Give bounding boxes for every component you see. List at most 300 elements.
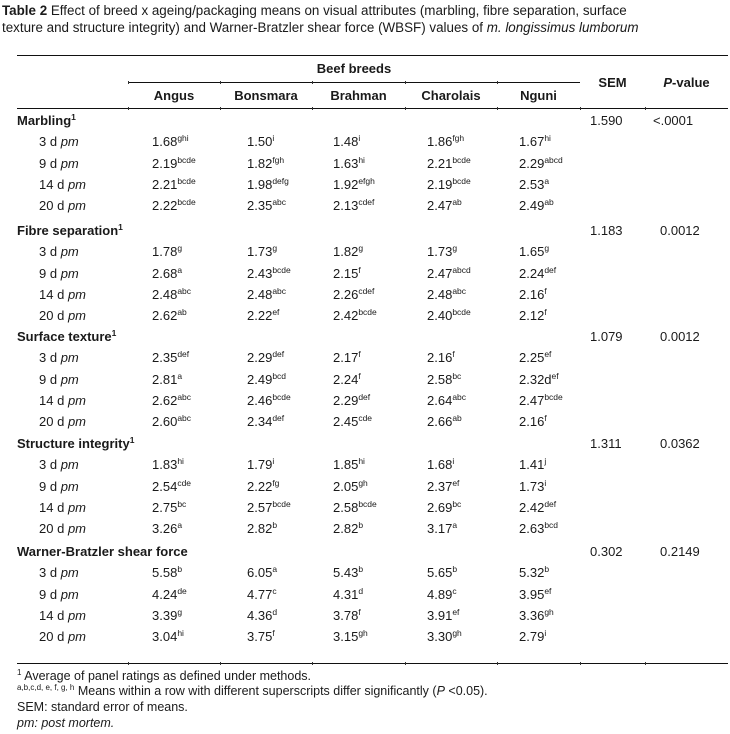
- significance-superscript: d: [358, 585, 364, 596]
- significance-superscript: c: [452, 585, 457, 596]
- value-cell-bonsmara: [247, 156, 284, 172]
- footnote-2: [17, 683, 488, 699]
- mean-value: 2.29: [247, 350, 273, 366]
- value-cell-bonsmara: [247, 414, 284, 430]
- mean-value: 2.26: [333, 286, 359, 302]
- row-day: 20 d: [39, 308, 65, 324]
- mean-value: 2.54: [152, 478, 178, 494]
- significance-superscript: abc: [177, 413, 192, 424]
- mean-value: 1.68: [427, 457, 453, 473]
- pvalue-header-rest: -value: [672, 75, 710, 90]
- mean-value: 1.78: [152, 244, 178, 260]
- mean-value: 2.47: [519, 392, 545, 408]
- row-label: [39, 393, 86, 409]
- significance-superscript: gh: [358, 477, 368, 488]
- row-unit: pm: [60, 478, 79, 494]
- mean-value: 2.24: [333, 371, 359, 387]
- caption-muscle-name: m. longissimus lumborum: [486, 20, 639, 35]
- value-cell-charolais: [427, 372, 461, 388]
- mean-value: 1.67: [519, 134, 545, 150]
- value-cell-angus: [152, 457, 184, 473]
- value-cell-angus: [152, 244, 182, 260]
- row-day: 20 d: [39, 414, 65, 430]
- column-tick: [497, 81, 498, 84]
- significance-superscript: i: [358, 133, 361, 144]
- header-bottom-rule: [17, 108, 728, 109]
- mean-value: 2.29: [519, 155, 545, 171]
- significance-superscript: a: [272, 564, 278, 575]
- value-cell-nguni: [519, 134, 551, 150]
- mean-value: 2.60: [152, 414, 178, 430]
- value-cell-charolais: [427, 350, 455, 366]
- mean-value: 3.78: [333, 607, 359, 623]
- value-cell-bonsmara: [247, 587, 277, 603]
- row-day: 3 d: [39, 565, 58, 581]
- mean-value: 2.17: [333, 350, 359, 366]
- value-cell-nguni: [519, 198, 554, 214]
- value-cell-brahman: [333, 177, 375, 193]
- value-cell-nguni: [519, 457, 546, 473]
- section-title-text: Fibre separation: [17, 223, 119, 238]
- row-label: [39, 565, 79, 581]
- mean-value: 3.04: [152, 629, 178, 645]
- mean-value: 1.50: [247, 134, 273, 150]
- value-cell-nguni: [519, 287, 547, 303]
- significance-superscript: b: [272, 520, 278, 531]
- footnote-4-text: : post mortem.: [34, 716, 115, 730]
- mean-value: 2.13: [333, 198, 359, 214]
- significance-superscript: g: [452, 243, 458, 254]
- value-cell-brahman: [333, 134, 360, 150]
- significance-superscript: abc: [452, 285, 467, 296]
- value-cell-bonsmara: [247, 266, 291, 282]
- value-cell-angus: [152, 521, 182, 537]
- significance-superscript: fgh: [452, 133, 465, 144]
- row-day: 3 d: [39, 457, 58, 473]
- row-label: [39, 500, 86, 516]
- pvalue-header-p: P: [663, 75, 673, 90]
- significance-superscript: abcd: [452, 264, 471, 275]
- mean-value: 5.58: [152, 565, 178, 581]
- significance-superscript: bcde: [177, 154, 196, 165]
- row-unit: pm: [60, 244, 79, 260]
- mean-value: 1.63: [333, 155, 359, 171]
- value-cell-bonsmara: [247, 244, 277, 260]
- pvalue: 0.0362: [660, 436, 700, 451]
- significance-superscript: cdef: [358, 285, 375, 296]
- section-title: [17, 544, 188, 560]
- value-cell-bonsmara: [247, 608, 277, 624]
- section-title-text: Surface texture: [17, 329, 112, 344]
- significance-superscript: ef: [272, 307, 280, 318]
- row-day: 14 d: [39, 392, 65, 408]
- row-unit: pm: [60, 457, 79, 473]
- significance-superscript: bc: [452, 498, 462, 509]
- mean-value: 1.73: [519, 478, 545, 494]
- footnote-1-marker: 1: [17, 668, 22, 677]
- significance-superscript: ef: [452, 606, 460, 617]
- mean-value: 3.75: [247, 629, 273, 645]
- mean-value: 1.65: [519, 244, 545, 260]
- mean-value: 2.62: [152, 392, 178, 408]
- significance-superscript: fgh: [272, 154, 285, 165]
- significance-superscript: bcde: [452, 154, 471, 165]
- mean-value: 2.64: [427, 392, 453, 408]
- significance-superscript: def: [177, 349, 190, 360]
- mean-value: 5.65: [427, 565, 453, 581]
- mean-value: 2.48: [427, 286, 453, 302]
- table-caption: [2, 2, 730, 36]
- value-cell-bonsmara: [247, 565, 277, 581]
- significance-superscript: gh: [452, 628, 462, 639]
- row-day: 14 d: [39, 176, 65, 192]
- mean-value: 2.19: [427, 176, 453, 192]
- row-day: 14 d: [39, 607, 65, 623]
- column-tick: [405, 81, 406, 84]
- value-cell-angus: [152, 198, 196, 214]
- column-tick: [405, 662, 406, 665]
- value-cell-bonsmara: [247, 457, 274, 473]
- value-cell-angus: [152, 308, 187, 324]
- section-title-footnote-marker: 1: [129, 435, 135, 445]
- mean-value: 2.48: [152, 286, 178, 302]
- mean-value: 2.79: [519, 629, 545, 645]
- row-label: [39, 587, 79, 603]
- significance-superscript: b: [358, 520, 364, 531]
- column-tick: [580, 662, 581, 665]
- row-label: [39, 521, 86, 537]
- mean-value: 2.45: [333, 414, 359, 430]
- value-cell-nguni: [519, 266, 556, 282]
- row-day: 20 d: [39, 521, 65, 537]
- row-unit: pm: [67, 607, 86, 623]
- row-unit: pm: [60, 265, 79, 281]
- mean-value: 3.15: [333, 629, 359, 645]
- caption-text-2: texture and structure integrity) and Warner-Bratzler shear force (WBSF) values of: [2, 20, 487, 35]
- value-cell-angus: [152, 266, 182, 282]
- mean-value: 3.36: [519, 607, 545, 623]
- mean-value: 2.58: [427, 371, 453, 387]
- significance-superscript: g: [358, 243, 364, 254]
- significance-superscript: cdef: [358, 197, 375, 208]
- mean-value: 2.16: [519, 414, 545, 430]
- value-cell-charolais: [427, 608, 459, 624]
- mean-value: 1.86: [427, 134, 453, 150]
- significance-superscript: ab: [177, 307, 187, 318]
- value-cell-nguni: [519, 244, 549, 260]
- significance-superscript: f: [358, 349, 361, 360]
- significance-superscript: b: [358, 564, 364, 575]
- mean-value: 3.95: [519, 586, 545, 602]
- mean-value: 2.43: [247, 265, 273, 281]
- significance-superscript: a: [177, 520, 183, 531]
- row-day: 14 d: [39, 499, 65, 515]
- mean-value: 2.53: [519, 176, 545, 192]
- significance-superscript: hi: [177, 456, 184, 467]
- value-cell-charolais: [427, 198, 462, 214]
- section-title-footnote-marker: 1: [111, 328, 117, 338]
- significance-superscript: ghi: [177, 133, 189, 144]
- significance-superscript: def: [358, 391, 371, 402]
- mean-value: 3.30: [427, 629, 453, 645]
- mean-value: 3.91: [427, 607, 453, 623]
- value-cell-bonsmara: [247, 198, 286, 214]
- significance-superscript: ef: [551, 370, 559, 381]
- value-cell-brahman: [333, 266, 361, 282]
- row-label: [39, 350, 79, 366]
- significance-superscript: efgh: [358, 175, 375, 186]
- value-cell-angus: [152, 500, 186, 516]
- mean-value: 2.35: [247, 198, 273, 214]
- significance-superscript: hi: [358, 154, 365, 165]
- value-cell-charolais: [427, 244, 457, 260]
- sem-value: 0.302: [590, 544, 623, 559]
- significance-superscript: def: [272, 413, 285, 424]
- significance-superscript: bcde: [452, 307, 471, 318]
- value-cell-brahman: [333, 565, 363, 581]
- significance-superscript: gh: [358, 628, 368, 639]
- value-cell-brahman: [333, 521, 363, 537]
- breed-header-brahman: Brahman: [330, 88, 387, 103]
- mean-value: 5.43: [333, 565, 359, 581]
- column-tick: [128, 107, 129, 110]
- mean-value: 2.16: [519, 286, 545, 302]
- row-day: 3 d: [39, 350, 58, 366]
- mean-value: 2.66: [427, 414, 453, 430]
- significance-superscript: g: [544, 243, 550, 254]
- breed-header-angus: Angus: [153, 88, 195, 103]
- footnote-2-end: <0.05).: [444, 684, 488, 698]
- significance-superscript: f: [358, 264, 361, 275]
- column-tick: [128, 662, 129, 665]
- mean-value: 2.62: [152, 308, 178, 324]
- significance-superscript: bcde: [177, 175, 196, 186]
- value-cell-brahman: [333, 393, 370, 409]
- value-cell-nguni: [519, 479, 546, 495]
- mean-value: 4.77: [247, 586, 273, 602]
- mean-value: 1.68: [152, 134, 178, 150]
- significance-superscript: gh: [544, 606, 554, 617]
- significance-superscript: i: [272, 456, 275, 467]
- footnote-2-p: P: [436, 684, 445, 698]
- value-cell-angus: [152, 287, 191, 303]
- value-cell-bonsmara: [247, 500, 291, 516]
- significance-superscript: de: [177, 585, 187, 596]
- row-label: [39, 457, 79, 473]
- section-title-text: Warner-Bratzler shear force: [17, 544, 188, 559]
- caption-text-1: Effect of breed x ageing/packaging means on visual attributes (marbling, fibre separation, surface: [47, 3, 627, 18]
- pvalue: 0.2149: [660, 544, 700, 559]
- breed-header-bonsmara: Bonsmara: [234, 88, 298, 103]
- value-cell-nguni: [519, 308, 547, 324]
- sem-header: SEM: [598, 75, 627, 90]
- mean-value: 2.82: [333, 521, 359, 537]
- significance-superscript: cde: [177, 477, 192, 488]
- value-cell-angus: [152, 479, 191, 495]
- table-bottom-rule: [17, 663, 728, 664]
- mean-value: 1.92: [333, 176, 359, 192]
- value-cell-angus: [152, 393, 191, 409]
- footnote-3: SEM: standard error of means.: [17, 700, 188, 714]
- beef-breeds-header: Beef breeds: [316, 61, 392, 76]
- value-cell-bonsmara: [247, 287, 286, 303]
- column-tick: [312, 107, 313, 110]
- section-title: [17, 329, 116, 345]
- value-cell-bonsmara: [247, 177, 289, 193]
- mean-value: 2.48: [247, 286, 273, 302]
- value-cell-angus: [152, 414, 191, 430]
- significance-superscript: abc: [272, 197, 287, 208]
- value-cell-brahman: [333, 629, 368, 645]
- significance-superscript: ab: [452, 413, 462, 424]
- value-cell-angus: [152, 565, 182, 581]
- column-tick: [312, 81, 313, 84]
- row-label: [39, 177, 86, 193]
- pvalue: 0.0012: [660, 329, 700, 344]
- significance-superscript: abc: [177, 391, 192, 402]
- sem-value: 1.079: [590, 329, 623, 344]
- footnote-1: [17, 668, 311, 684]
- mean-value: 2.47: [427, 198, 453, 214]
- mean-value: 2.29: [333, 392, 359, 408]
- value-cell-brahman: [333, 608, 361, 624]
- mean-value: 2.46: [247, 392, 273, 408]
- mean-value: 3.26: [152, 521, 178, 537]
- significance-superscript: g: [177, 606, 183, 617]
- significance-superscript: hi: [544, 133, 551, 144]
- row-day: 3 d: [39, 134, 58, 150]
- significance-superscript: f: [358, 370, 361, 381]
- column-tick: [128, 81, 129, 84]
- column-tick: [220, 662, 221, 665]
- mean-value: 2.37: [427, 478, 453, 494]
- significance-superscript: bcde: [544, 391, 563, 402]
- significance-superscript: ab: [544, 197, 554, 208]
- value-cell-bonsmara: [247, 350, 284, 366]
- column-tick: [645, 662, 646, 665]
- mean-value: 2.68: [152, 265, 178, 281]
- breeds-group-rule: [128, 82, 580, 83]
- significance-superscript: defg: [272, 175, 289, 186]
- row-label: [39, 198, 86, 214]
- significance-superscript: f: [358, 606, 361, 617]
- value-cell-nguni: [519, 177, 549, 193]
- mean-value: 2.42: [519, 499, 545, 515]
- value-cell-charolais: [427, 177, 471, 193]
- value-cell-brahman: [333, 287, 374, 303]
- row-label: [39, 414, 86, 430]
- significance-superscript: abcd: [544, 154, 563, 165]
- value-cell-nguni: [519, 629, 546, 645]
- row-unit: pm: [67, 414, 86, 430]
- row-unit: pm: [67, 308, 86, 324]
- value-cell-brahman: [333, 479, 368, 495]
- footnote-1-text: Average of panel ratings as defined under methods.: [21, 669, 312, 683]
- significance-superscript: def: [544, 264, 557, 275]
- section-title: [17, 113, 76, 129]
- value-cell-bonsmara: [247, 629, 275, 645]
- significance-superscript: ef: [452, 477, 460, 488]
- value-cell-charolais: [427, 414, 462, 430]
- row-label: [39, 244, 79, 260]
- value-cell-angus: [152, 134, 189, 150]
- significance-superscript: i: [544, 628, 547, 639]
- value-cell-brahman: [333, 414, 372, 430]
- mean-value: 2.16: [427, 350, 453, 366]
- value-cell-nguni: [519, 414, 547, 430]
- row-unit: pm: [67, 176, 86, 192]
- section-title: [17, 436, 134, 452]
- significance-superscript: a: [544, 175, 550, 186]
- significance-superscript: bcde: [272, 391, 291, 402]
- significance-superscript: abc: [452, 391, 467, 402]
- value-cell-brahman: [333, 587, 363, 603]
- mean-value: 2.57: [247, 499, 273, 515]
- sem-value: 1.311: [590, 436, 622, 451]
- mean-value: 1.41: [519, 457, 545, 473]
- row-label: [39, 156, 79, 172]
- value-cell-angus: [152, 177, 196, 193]
- value-cell-brahman: [333, 350, 361, 366]
- value-cell-brahman: [333, 198, 374, 214]
- mean-value: 2.25: [519, 350, 545, 366]
- value-cell-bonsmara: [247, 134, 274, 150]
- mean-value: 1.82: [247, 155, 273, 171]
- row-day: 9 d: [39, 478, 58, 494]
- mean-value: 2.69: [427, 499, 453, 515]
- significance-superscript: g: [177, 243, 183, 254]
- row-day: 20 d: [39, 629, 65, 645]
- mean-value: 4.36: [247, 607, 273, 623]
- value-cell-angus: [152, 608, 182, 624]
- mean-value: 2.05: [333, 478, 359, 494]
- mean-value: 3.17: [427, 521, 453, 537]
- significance-superscript: hi: [177, 628, 184, 639]
- mean-value: 1.98: [247, 176, 273, 192]
- significance-superscript: d: [272, 606, 278, 617]
- value-cell-brahman: [333, 308, 377, 324]
- mean-value: 1.82: [333, 244, 359, 260]
- value-cell-bonsmara: [247, 521, 277, 537]
- value-cell-nguni: [519, 393, 563, 409]
- significance-superscript: b: [452, 564, 458, 575]
- significance-superscript: bcd: [544, 520, 559, 531]
- significance-superscript: abc: [177, 285, 192, 296]
- mean-value: 2.22: [247, 478, 273, 494]
- value-cell-brahman: [333, 244, 363, 260]
- sem-value: 1.590: [590, 113, 623, 128]
- section-title: [17, 223, 123, 239]
- row-unit: pm: [60, 371, 79, 387]
- value-cell-angus: [152, 156, 196, 172]
- mean-value: 2.82: [247, 521, 273, 537]
- value-cell-brahman: [333, 500, 377, 516]
- column-tick: [497, 662, 498, 665]
- column-tick: [580, 107, 581, 110]
- significance-superscript: f: [544, 307, 547, 318]
- table-label: Table 2: [2, 3, 48, 18]
- value-cell-nguni: [519, 521, 558, 537]
- row-unit: pm: [67, 286, 86, 302]
- row-label: [39, 287, 86, 303]
- value-cell-charolais: [427, 587, 457, 603]
- significance-superscript: bcde: [358, 498, 377, 509]
- column-tick: [645, 107, 646, 110]
- mean-value: 2.47: [427, 265, 453, 281]
- mean-value: 4.89: [427, 586, 453, 602]
- significance-superscript: a: [177, 370, 183, 381]
- mean-value: 2.22: [247, 308, 273, 324]
